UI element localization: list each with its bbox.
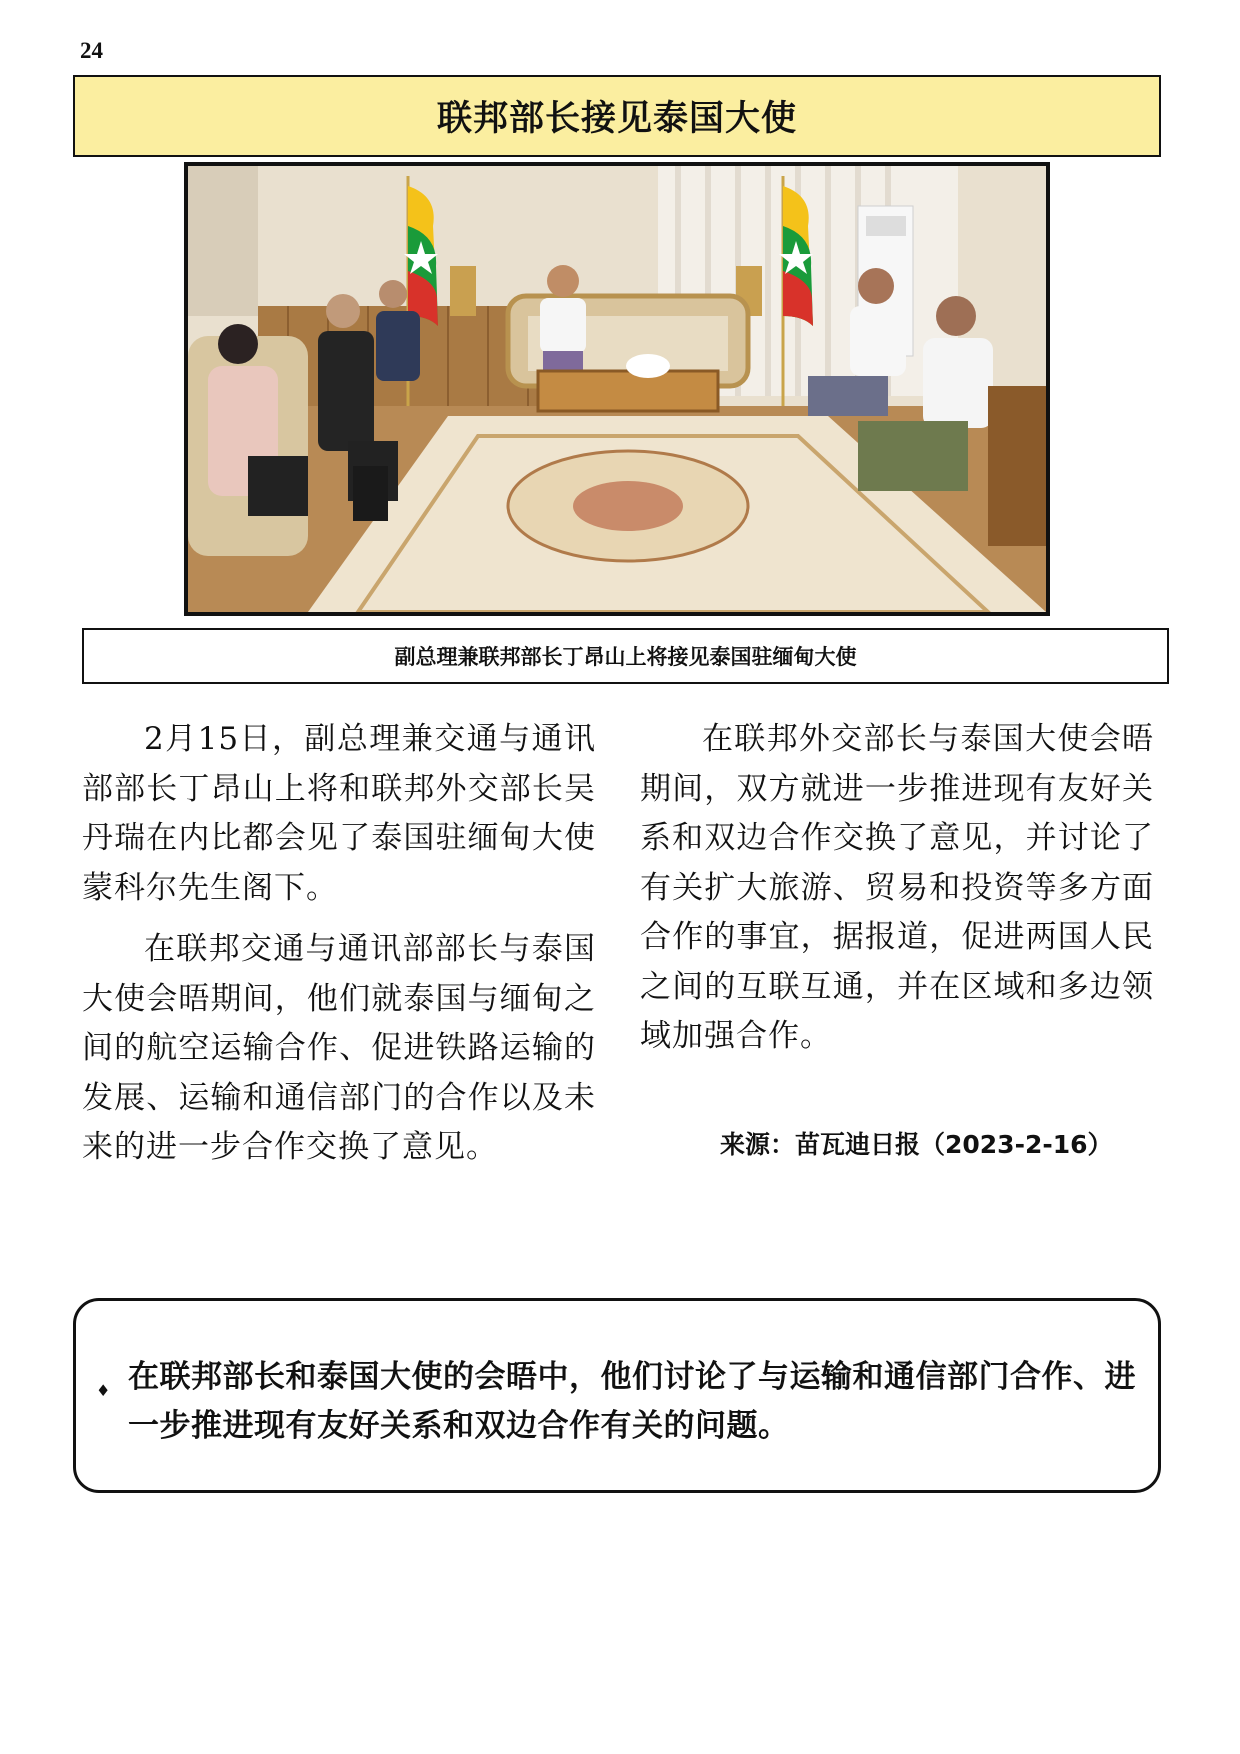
page-title: 联邦部长接见泰国大使 [436, 99, 797, 139]
article-left-column [82, 715, 596, 1185]
article-source: 来源：苗瓦迪日报（2023-2-16） [720, 1130, 1113, 1159]
summary-text: 在联邦部长和泰国大使的会晤中，他们讨论了与运输和通信部门合作、进一步推进现有友好关系和双边合作有关的问题。 [128, 1359, 1136, 1444]
photo-caption-box [82, 628, 1169, 684]
meeting-photo [184, 162, 1050, 616]
diamond-bullet-icon: ♦ [96, 1381, 111, 1400]
photo-caption: 副总理兼联邦部长丁昂山上将接见泰国驻缅甸大使 [394, 645, 857, 669]
title-banner [73, 75, 1161, 157]
article-paragraph: 在联邦外交部长与泰国大使会晤期间，双方就进一步推进现有友好关系和双边合作交换了意见，并讨论了有关扩大旅游、贸易和投资等多方面合作的事宜，据报道，促进两国人民之间的互联互通，并在区域和多边领域加强合作。 [640, 721, 1154, 1054]
summary-box [73, 1298, 1161, 1493]
article-paragraph: 在联邦交通与通讯部部长与泰国大使会晤期间，他们就泰国与缅甸之间的航空运输合作、促进铁路运输的发展、运输和通信部门的合作以及未来的进一步合作交换了意见。 [82, 931, 596, 1165]
page-number: 24 [80, 38, 103, 63]
article-paragraph: 2月15日，副总理兼交通与通讯部部长丁昂山上将和联邦外交部长吴丹瑞在内比都会见了泰国驻缅甸大使蒙科尔先生阁下。 [82, 721, 596, 906]
article-right-column [640, 715, 1154, 1074]
